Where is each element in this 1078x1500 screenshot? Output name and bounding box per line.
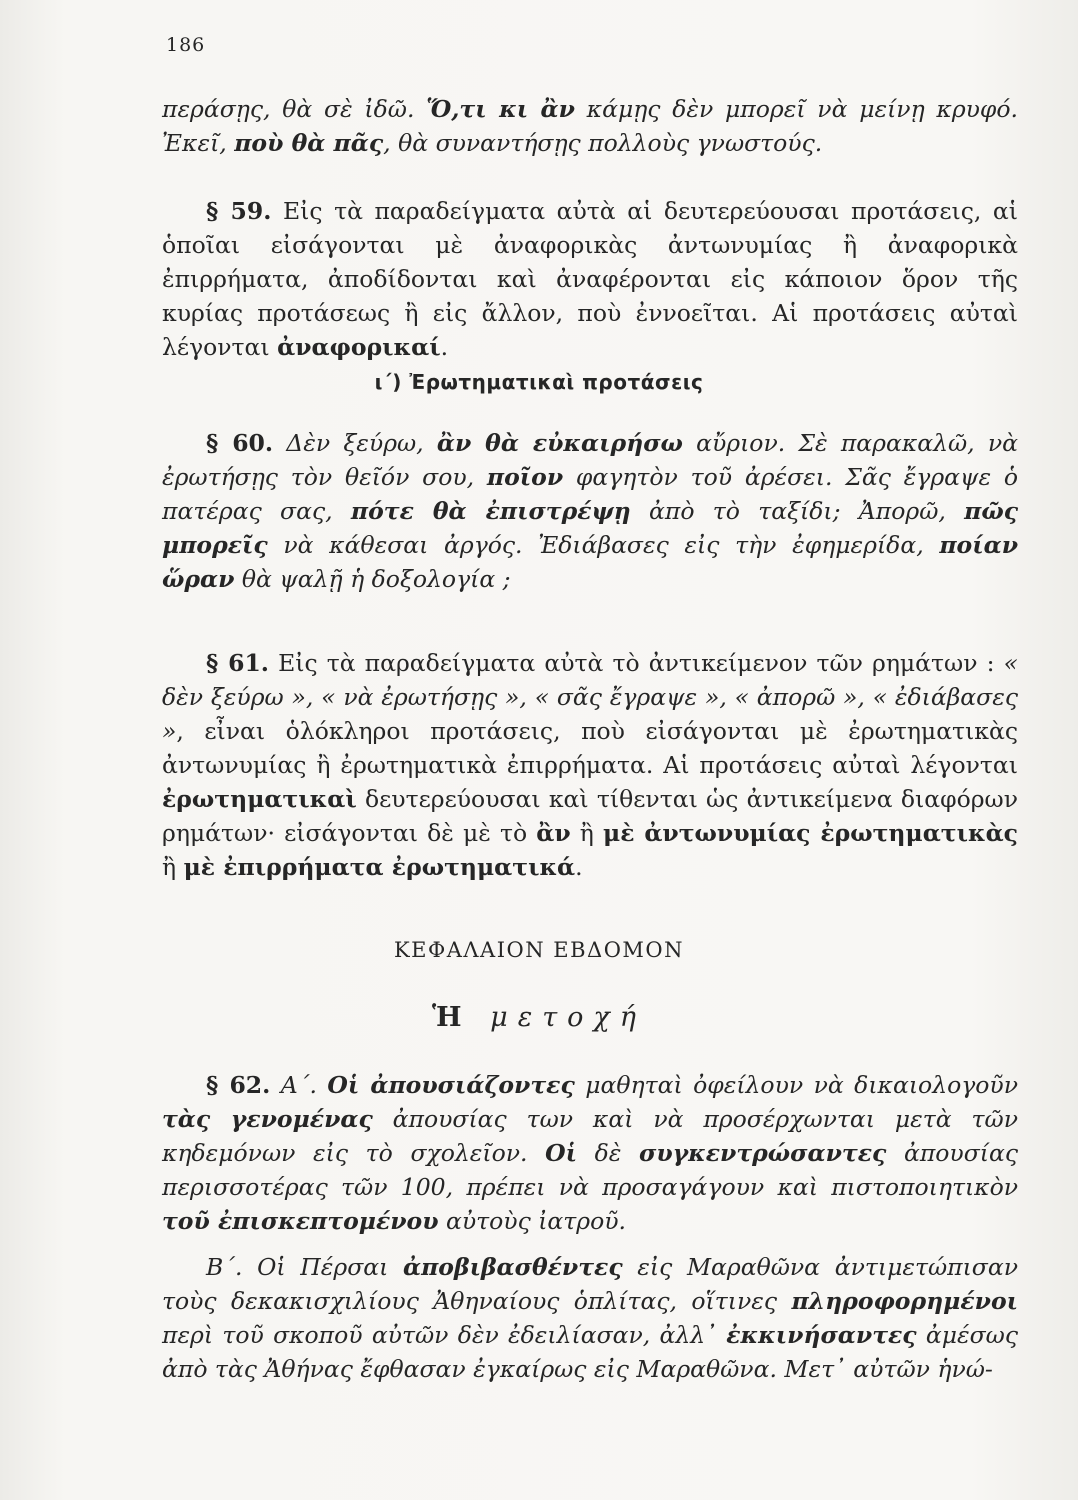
text: δευτερεύουσαι καὶ τίθενται ὡς ἀντικείμενα διαφόρων ρημάτων· εἰσάγονται δὲ μὲ τὸ <box>162 785 1018 847</box>
emphasis: τὰς γενομένας <box>162 1105 373 1133</box>
emphasis: ἐκκινήσαντες <box>726 1321 917 1349</box>
paragraph-continuation <box>162 92 1018 160</box>
chapter-title <box>0 1002 1078 1033</box>
text: περὶ τοῦ σκοποῦ αὐτῶν δὲν ἐδειλίασαν, ἀλλ᾽ <box>162 1321 727 1349</box>
text: Εἰς τὰ παραδείγματα αὐτὰ τὸ ἀντικείμενον τῶν ρημάτων : <box>268 649 1004 677</box>
text: θὰ ψαλῇ ἡ δοξολογία ; <box>234 565 511 593</box>
emphasis: ἀναφορικαί <box>277 333 441 361</box>
section-number: § 60. <box>206 429 274 457</box>
chapter-title-article: Ἡ <box>432 1002 472 1033</box>
chapter-heading: ΚΕΦΑΛΑΙΟΝ ΕΒΔΟΜΟΝ <box>393 938 685 962</box>
text: ἀπὸ τὸ ταξίδι; Ἀπορῶ, <box>630 497 965 525</box>
text: φαγητὸν τοῦ ἀρέσει. Σᾶς ἔγραψε ὁ πατέρας σας, <box>162 463 1018 525</box>
emphasis: πότε θὰ ἐπιστρέψῃ <box>350 497 631 525</box>
emphasis: ἀποβιβασθέντες <box>403 1253 623 1281</box>
text: δὲ <box>576 1139 640 1167</box>
text: Εἰς τὰ παραδείγματα αὐτὰ αἱ δευτερεύουσαι προτάσεις, αἱ ὁποῖαι εἰσάγονται μὲ ἀναφορικὰς ἀντωνυμίας ἢ ἀναφορικὰ ἐπιρρήματα, ἀποδίδονται καὶ ἀναφέρονται εἰς κάποιον ὅρον τῆς κυρίας προτάσεως ἢ εἰς ἄλλον, ποὺ ἐννοεῖται. Αἱ προτάσεις αὐταὶ λέγονται <box>162 197 1018 361</box>
text: Δὲν ξεύρω, <box>273 429 437 457</box>
paragraph-61 <box>162 646 1018 884</box>
text: ἀμέσως ἀπὸ τὰς Ἀθήνας ἔφθασαν ἐγκαίρως εἰς Μαραθῶνα. Μετ᾽ αὐτῶν ἡνώ- <box>162 1321 1019 1383</box>
chapter-title-word: μετοχή <box>471 1002 646 1033</box>
emphasis: ἂν <box>536 819 571 847</box>
section-number: § 61. <box>206 649 269 677</box>
emphasis: Οἱ ἀπουσιάζοντες <box>327 1071 575 1099</box>
text: εἰς Μαραθῶνα ἀντιμετώπισαν τοὺς δεκακισχιλίους Ἀθηναίους ὁπλίτας, οἵτινες <box>162 1253 1018 1315</box>
emphasis: πληροφορημένοι <box>791 1287 1018 1315</box>
text: αὔριον. Σὲ παρακαλῶ, νὰ ἐρωτήσῃς τὸν θεῖόν σου, <box>162 429 1019 491</box>
text: περάσῃς, θὰ σὲ ἰδῶ. <box>162 95 427 123</box>
emphasis: ἐρωτηματικαὶ <box>162 785 357 813</box>
emphasis: μὲ ἀντωνυμίας ἐρωτηματικὰς <box>603 819 1018 847</box>
emphasis: μὲ ἐπιρρήματα ἐρωτηματικά <box>183 853 576 881</box>
section-number: § 62. <box>206 1071 271 1099</box>
letter: Β΄. Οἱ Πέρσαι <box>206 1253 404 1281</box>
text: μαθηταὶ ὀφείλουν νὰ δικαιολογοῦν <box>574 1071 1018 1099</box>
text: . <box>575 853 583 881</box>
emphasis: ποίαν ὥραν <box>162 531 1018 593</box>
text: ἢ <box>570 819 603 847</box>
text: αὐτοὺς ἰατροῦ. <box>438 1207 627 1235</box>
text: ἀπουσίας των καὶ νὰ προσέρχωνται μετὰ τῶν κηδεμόνων εἰς τὸ σχολεῖον. <box>162 1105 1018 1167</box>
letter: Α΄. <box>270 1071 328 1099</box>
emphasis: ἂν θὰ εὐκαιρήσω <box>436 429 683 457</box>
text: , εἶναι ὁλόκληροι προτάσεις, ποὺ εἰσάγονται μὲ ἐρωτηματικὰς ἀντωνυμίας ἢ ἐρωτηματικὰ ἐπιρρήματα. Αἱ προτάσεις αὐταὶ λέγονται <box>162 717 1018 779</box>
text: ἀπουσίας περισσοτέρας τῶν 100, πρέπει νὰ προσαγάγουν καὶ πιστοποιητικὸν <box>162 1139 1018 1201</box>
emphasis: Ὅ,τι κι ἂν <box>426 95 575 123</box>
paragraph-59 <box>162 194 1018 364</box>
emphasis: τοῦ ἐπισκεπτομένου <box>162 1207 439 1235</box>
paragraph-62a <box>162 1068 1018 1238</box>
section-number: § 59. <box>206 197 272 225</box>
paragraph-60 <box>162 426 1018 596</box>
page-number: 186 <box>166 34 206 56</box>
subheading-interrogative-clauses: ι΄) Ἐρωτηματικαὶ προτάσεις <box>374 370 704 394</box>
text: ἢ <box>162 853 184 881</box>
quoted-verbs: « δὲν ξεύρω », « νὰ ἐρωτήσῃς », « σᾶς ἔγραψε », « ἀπορῶ », « ἐδιάβασες » <box>162 649 1018 745</box>
emphasis: Οἱ <box>545 1139 577 1167</box>
text: , θὰ συναντήσῃς πολλοὺς γνωστούς. <box>383 129 823 157</box>
paragraph-62b <box>162 1250 1018 1386</box>
emphasis: συγκεντρώσαντες <box>639 1139 887 1167</box>
text: νὰ κάθεσαι ἀργός. Ἐδιάβασες εἰς τὴν ἐφημερίδα, <box>267 531 940 559</box>
emphasis: ποῖον <box>486 463 564 491</box>
emphasis: πῶς μπορεῖς <box>162 497 1019 559</box>
text: . <box>440 333 449 361</box>
emphasis: ποὺ θὰ πᾶς <box>234 129 384 157</box>
text: κάμῃς δὲν μπορεῖ νὰ μείνῃ κρυφό. Ἐκεῖ, <box>162 95 1018 157</box>
